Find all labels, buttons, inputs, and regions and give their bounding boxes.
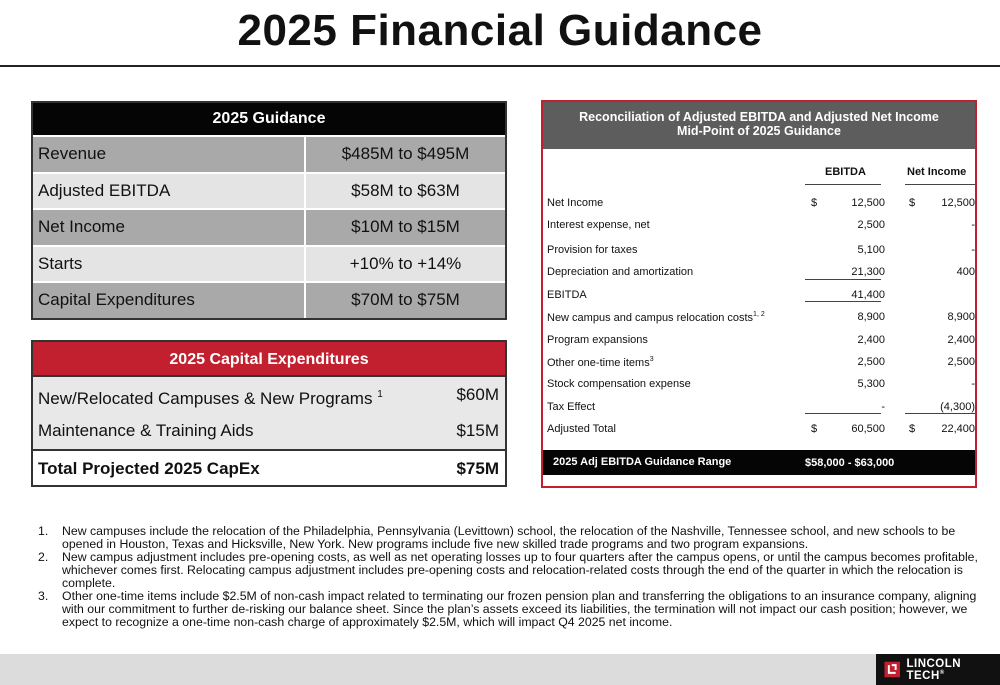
guidance-range-bar [543,450,975,475]
footnote-ref: 1 [377,389,383,400]
guidance-row-label: Net Income [33,210,306,245]
capex-row [33,377,505,413]
reconciliation-row-label-text: Tax Effect [547,401,596,413]
total-rule [905,413,975,414]
guidance-row-value: $10M to $15M [351,217,460,236]
reconciliation-row-label-text: Depreciation and amortization [547,266,694,278]
guidance-row-label: Capital Expenditures [33,283,306,318]
guidance-row [33,135,505,172]
reconciliation-cell-v2: - [971,244,975,256]
guidance-table [31,101,507,320]
subtotal-rule [805,301,881,302]
reconciliation-row-label-text: New campus and campus relocation costs [547,312,754,324]
reconciliation-cell-v1: - [881,401,885,413]
footer-bar [0,654,1000,685]
reconciliation-row-label [547,334,648,346]
column-header-ebitda: EBITDA [825,166,866,178]
reconciliation-cell-v2: (4,300) [940,401,975,413]
reconciliation-row-label-text: Provision for taxes [547,244,638,256]
footnote [38,551,978,590]
reconciliation-cell-v1: 2,500 [857,219,885,231]
capex-row-label [38,377,383,413]
reconciliation-cell-v1: 41,400 [851,289,885,301]
reconciliation-row-label [547,378,691,390]
reconciliation-row-label [547,219,650,231]
capex-row-label-text: New/Relocated Campuses & New Programs [38,389,373,408]
capex-total-value: $75M [456,459,499,478]
logo-mark-icon [884,661,900,678]
reconciliation-cell-v2: 8,900 [947,311,975,323]
reconciliation-row-label [547,401,595,413]
logo-text: LINCOLN TECH [906,657,962,682]
guidance-row [33,245,505,282]
reconciliation-row [547,261,977,283]
column-header-net-income: Net Income [907,166,967,178]
guidance-row-label: Revenue [33,137,306,172]
reconciliation-header [543,102,975,149]
column-header-rule [805,184,881,185]
reconciliation-row-label [547,356,654,369]
reconciliation-row [547,239,977,261]
reconciliation-cell-v2: 12,500 [941,197,975,209]
reconciliation-row-label [547,311,765,324]
reconciliation-subtitle: Mid-Point of 2025 Guidance [677,124,841,138]
reconciliation-cell-d2: $ [909,423,916,435]
reconciliation-row-label-text: EBITDA [547,289,587,301]
reconciliation-row-label-text: Interest expense, net [547,219,650,231]
reconciliation-cell-v2: 22,400 [941,423,975,435]
capex-row [33,413,505,449]
guidance-row [33,172,505,209]
capex-table-header: 2025 Capital Expenditures [33,342,505,377]
reconciliation-row-label-text: Other one-time items [547,357,650,369]
guidance-row-label: Adjusted EBITDA [33,174,306,209]
guidance-row-label: Starts [33,247,306,282]
reconciliation-row-label-text: Program expansions [547,334,648,346]
footnote-text: New campus adjustment includes pre-opening costs, as well as net operating losses up to four quarters after the campus opens, or until the campus becomes profitable, whichever comes first. Relocating campus adjustment includes pre-opening costs and relocation-related costs through the end of the quarter in which the relocation is complete. [62,550,978,590]
reconciliation-cell-v1: 5,300 [857,378,885,390]
footnote-text: Other one-time items include $2.5M of non-cash impact related to terminating our frozen pension plan and transferring the obligations to an insurance company, aligning with our commitment to further de-risking our balance sheet. Since the plan’s assets exceed its liabilities, the termination will not impact our cash position; however, we expect to recognize a one-time non-cash charge of approximately $2.5M, which will impact Q4 2025 net income. [62,589,977,629]
reconciliation-cell-d2: $ [909,197,916,209]
reconciliation-cell-v1: 5,100 [857,244,885,256]
reconciliation-cell-v2: 2,400 [947,334,975,346]
reconciliation-row-label [547,289,587,301]
guidance-row-value: +10% to +14% [349,253,462,273]
capex-total-label: Total Projected 2025 CapEx [38,459,260,478]
guidance-row-value: $58M to $63M [351,180,460,200]
reconciliation-row [547,351,977,373]
reconciliation-row [547,306,977,328]
reconciliation-cell-v2: - [971,378,975,390]
reconciliation-cell-v1: 60,500 [851,423,885,435]
logo-wordmark [906,658,1000,682]
reconciliation-row-label-text: Net Income [547,197,604,209]
reconciliation-cell-d1: $ [811,197,818,209]
capex-row-value: $15M [456,421,499,440]
guidance-row [33,208,505,245]
reconciliation-cell-v1: 8,900 [857,311,885,323]
reconciliation-panel [541,100,977,488]
title-divider [0,65,1000,67]
footnote [38,590,978,629]
reconciliation-title: Reconciliation of Adjusted EBITDA and Adjusted Net Income [579,110,939,124]
lincoln-tech-logo [876,654,1000,685]
reconciliation-cell-v1: 2,500 [857,356,885,368]
footnote-number: 1. [38,524,49,538]
capex-row-value: $60M [456,385,499,404]
reconciliation-row-label [547,197,603,209]
page-title: 2025 Financial Guidance [237,6,763,55]
reconciliation-cell-d1: $ [811,423,818,435]
reconciliation-row-label [547,244,637,256]
reconciliation-row-label-text: Stock compensation expense [547,378,691,390]
guidance-row-value: $70M to $75M [351,290,460,309]
reconciliation-row [547,192,977,214]
footnote [38,525,978,551]
total-rule [805,413,881,414]
reconciliation-row [547,284,977,306]
capex-table [31,340,507,487]
reconciliation-row [547,373,977,395]
column-header-rule [905,184,975,185]
reconciliation-cell-v1: 21,300 [851,266,885,278]
reconciliation-cell-v1: 2,400 [857,334,885,346]
reconciliation-row [547,418,977,440]
reconciliation-row-label [547,423,616,435]
footnote-text: New campuses include the relocation of the Philadelphia, Pennsylvania (Levittown) school, the relocation of the Nashville, Tennessee school, and new schools to be opened in Houston, Texas and Hicksville, New York. New programs include five new skilled trade programs and two program expansions. [62,524,956,551]
footnote-number: 2. [38,550,49,564]
footnote-number: 3. [38,589,49,603]
guidance-range-label: 2025 Adj EBITDA Guidance Range [553,456,732,468]
guidance-table-header: 2025 Guidance [33,103,505,135]
reconciliation-cell-v2: - [971,219,975,231]
reconciliation-row [547,396,977,418]
reconciliation-row [547,329,977,351]
reconciliation-cell-v1: 12,500 [851,197,885,209]
logo-trademark: ® [939,669,945,676]
footnotes [38,525,978,629]
capex-row-label: Maintenance & Training Aids [38,421,254,440]
reconciliation-cell-v2: 2,500 [947,356,975,368]
footnote-ref: 3 [649,356,654,363]
reconciliation-cell-v2: 400 [956,266,975,278]
capex-total-row [33,449,505,485]
guidance-row-value: $485M to $495M [341,144,470,163]
guidance-range-value: $58,000 - $63,000 [805,457,895,469]
reconciliation-row-label [547,266,693,278]
subtotal-rule [805,279,881,280]
reconciliation-row [547,214,977,236]
reconciliation-row-label-text: Adjusted Total [547,423,616,435]
footnote-ref: 1, 2 [753,311,765,318]
guidance-row [33,281,505,318]
